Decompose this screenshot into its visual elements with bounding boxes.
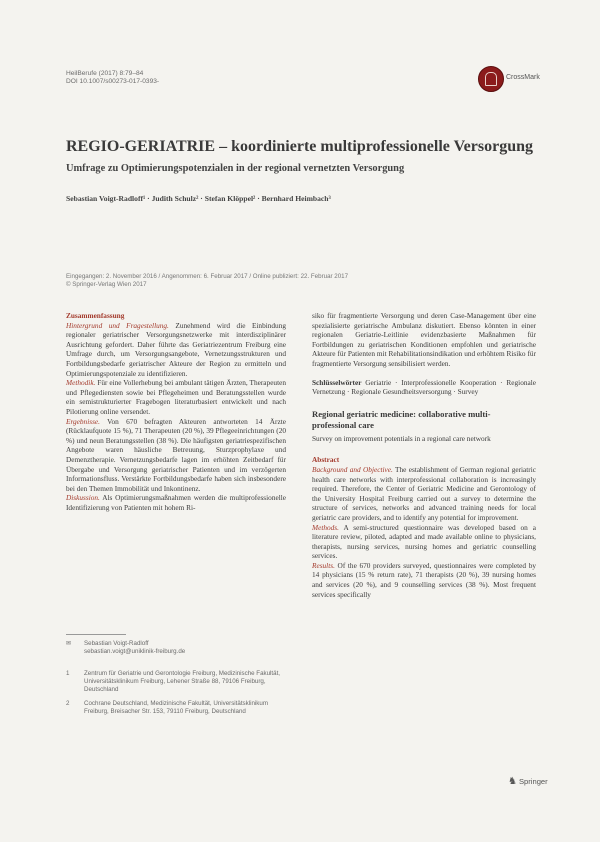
abstract-paragraph-background xyxy=(66,321,286,379)
footnote-rule xyxy=(66,634,126,635)
background-objective-text: The establishment of German regional geriatric health care networks with interprofessional collaboration is increasingly required. Therefore, the Center of Geriatric Medicine and Gerontology of the University Hospital Freiburg carried out a survey to determine the structure of services, networks and advanced training needs for local geriatric care providers, and to identify any potential for improvement. xyxy=(312,464,536,522)
affiliation-1 xyxy=(66,670,281,693)
envelope-icon: ✉ xyxy=(66,640,72,647)
background-label: Hintergrund und Fragestellung. xyxy=(66,320,169,330)
results-en-label: Results. xyxy=(312,560,335,570)
abstract-en-background xyxy=(312,465,536,523)
article-subtitle: Umfrage zu Optimierungspotenzialen in der regional vernetzten Versorgung xyxy=(66,163,405,174)
abstract-en-methods xyxy=(312,523,536,561)
keywords-de-label: Schlüsselwörter xyxy=(312,377,362,387)
left-column xyxy=(66,311,286,512)
methods-text: Für eine Vollerhebung bei ambulant tätigen Ärzten, Therapeuten und Pflegediensten sowie bei Pflegeheimen und Beratungsstellen wurde ein semistrukturierter Fragebogen literaturbasiert entwickelt und nach Pilotierung online versendet. xyxy=(66,378,286,416)
abstract-paragraph-results xyxy=(66,417,286,494)
article-title: REGIO-GERIATRIE – koordinierte multiprofessionelle Versorgung xyxy=(66,138,533,155)
crossmark-seal-icon xyxy=(478,66,504,92)
springer-horse-icon: ♞ xyxy=(508,776,517,787)
abstract-paragraph-methods xyxy=(66,378,286,416)
publication-dates xyxy=(66,273,348,289)
discussion-text: Als Optimierungsmaßnahmen werden die multiprofessionelle Identifizierung von Patienten mit hohem Ri- xyxy=(66,493,286,512)
background-objective-label: Background and Objective. xyxy=(312,464,393,474)
received-accepted-line: Eingegangen: 2. November 2016 / Angenommen: 6. Februar 2017 / Online publiziert: 22. Februar 2017 xyxy=(66,273,349,280)
results-label: Ergebnisse. xyxy=(66,416,100,426)
journal-citation: HeilBerufe (2017) 8:79–84 xyxy=(66,70,144,77)
discussion-label: Diskussion. xyxy=(66,493,100,503)
english-title: Regional geriatric medicine: collaborative multi-professional care xyxy=(312,408,491,430)
affiliation-1-text: Zentrum für Geriatrie und Gerontologie Freiburg, Medizinische Fakultät, Universitätsklinikum Freiburg, Lehener Straße 88, 79106 Freiburg, Deutschland xyxy=(84,670,281,693)
abstract-heading-de: Zusammenfassung xyxy=(66,311,125,320)
copyright-line: © Springer-Verlag Wien 2017 xyxy=(66,281,147,288)
keywords-de xyxy=(312,378,536,397)
affiliation-2-text: Cochrane Deutschland, Medizinische Fakultät, Universitätsklinikum Freiburg, Breisacher Str. 153, 79110 Freiburg, Deutschland xyxy=(84,700,268,715)
right-column xyxy=(312,311,536,599)
crossmark-word: CrossMark xyxy=(506,74,540,81)
doi-line: DOI 10.1007/s00273-017-0393- xyxy=(66,78,160,85)
crossmark-logo[interactable] xyxy=(478,66,548,92)
results-en-text: Of the 670 providers surveyed, questionnaires were completed by 14 physicians (15 % return rate), 71 therapists (20 %), 39 nursing homes and services (20 %), and 9 counselling services (38 %). Most frequent services specifically xyxy=(312,560,536,599)
methods-en-label: Methods. xyxy=(312,522,339,532)
corresponding-author: Sebastian Voigt-Radloff xyxy=(84,640,149,647)
publisher-name: Springer xyxy=(518,777,548,786)
corresponding-email[interactable]: sebastian.voigt@uniklinik-freiburg.de xyxy=(84,647,186,655)
results-text: Von 670 befragten Akteuren antworteten 14 Ärzte (Rücklaufquote 15 %), 71 Therapeuten (20 %), 39 Pflegeeinrichtungen (20 %) und neun Beratungsstellen (38 %). Die häufigsten geriatriespezifischen Angebote waren häusliche Betreuung, Sturzprophylaxe und Demenztherapie. Vernetzungsbedarfe lagen im erhöhten Zeitbedarf für Übergabe und Versorgung geriatrischer Patienten und im verzögerten Informationsfluss. Verstärkte Fortbildungsbedarfe haben sich insbesondere bei den Themen Immobilität und Inkontinenz. xyxy=(66,416,286,493)
abstract-en-results xyxy=(312,561,536,599)
affiliation-2 xyxy=(66,700,281,716)
affiliation-1-mark: 1 xyxy=(66,670,70,677)
affiliation-2-mark: 2 xyxy=(66,700,70,707)
methods-en-text: A semi-structured questionnaire was developed based on a literature review, piloted, adapted and made available online to physicians, therapists, nursing services, nursing homes and geriatric counselling services. xyxy=(312,522,536,561)
correspondence-footnote xyxy=(66,640,281,656)
abstract-heading-en: Abstract xyxy=(312,455,340,465)
background-text: Zunehmend wird die Einbindung regionaler geriatrischer Versorgungsnetzwerke mit interdisziplinärer Ausrichtung gefordert. Daher führte das Geriatriezentrum Freiburg eine Umfrage durch, um Versorgungsangebote, Vernetzungsstrukturen und Fortbildungsbedarfe geriatrischer Akteure der Region zu ermitteln und Optimierungspotenziale zu identifizieren. xyxy=(66,320,286,378)
author-list: Sebastian Voigt-Radloff¹ · Judith Schulz² · Stefan Klöppel² · Bernhard Heimbach³ xyxy=(66,194,331,203)
english-subtitle: Survey on improvement potentials in a regional care network xyxy=(312,433,491,443)
keywords-de-text: Geriatrie · Interprofessionelle Kooperation · Regionale Vernetzung · Regionale Gesundheitsversorgung · Survey xyxy=(312,377,536,397)
publisher-logo xyxy=(508,776,548,787)
journal-meta xyxy=(66,70,159,86)
methods-label: Methodik. xyxy=(66,378,96,388)
abstract-paragraph-discussion xyxy=(66,493,286,512)
abstract-continuation: siko für fragmentierte Versorgung und deren Case-Management über eine spezialisierte geriatrische Ambulanz diskutiert. Ebenso könnten in einer regionalen Geriatrie-Leitlinie evidenzbasierte Maßnahmen für Fortbildungen zu geriatrischen Konditionen empfohlen und geriatrische Akteure für Patienten mit Rehabilitationsindikation und erhöhtem Risiko für fragmentierte Versorgung sensibilisiert werden. xyxy=(312,311,536,368)
